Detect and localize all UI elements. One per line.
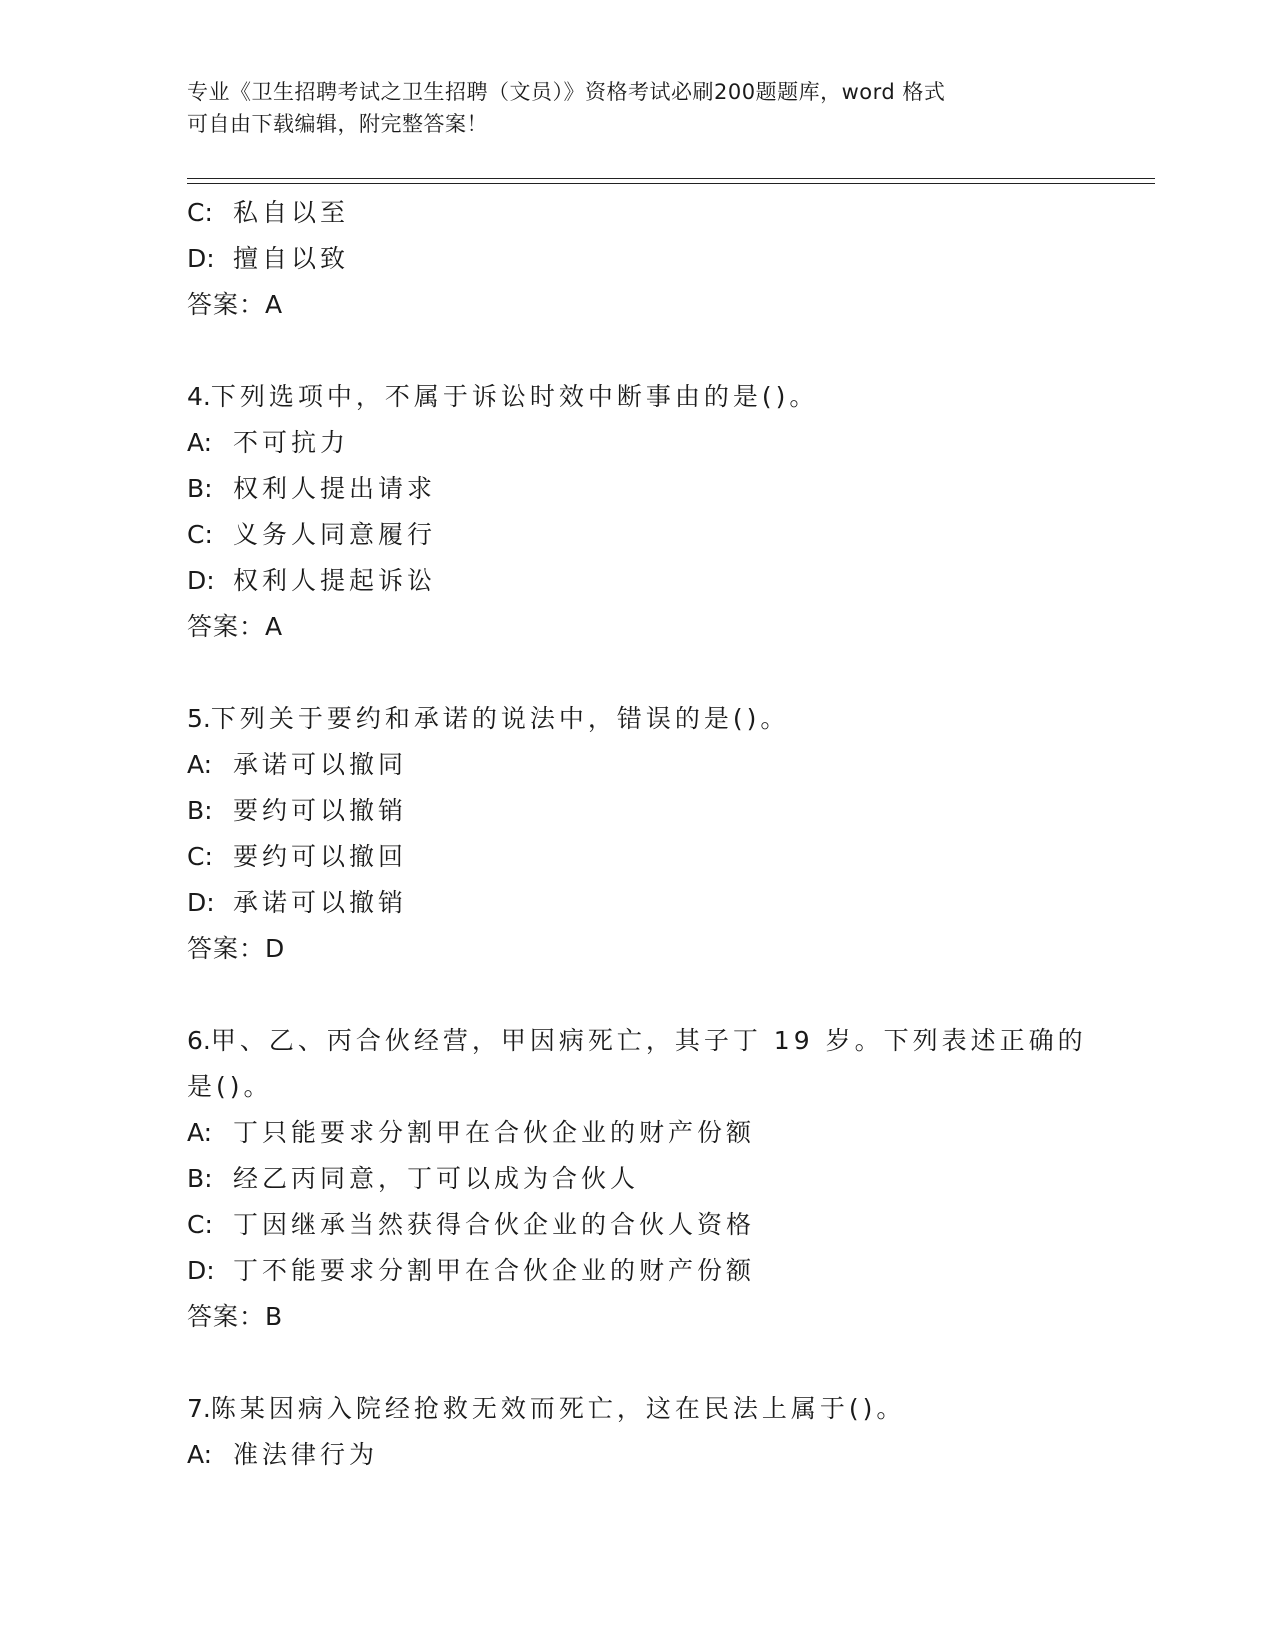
- header-line-1: 专业《卫生招聘考试之卫生招聘（文员）》资格考试必刷200题题库，word 格式: [187, 80, 946, 104]
- question-stem: [187, 1018, 1107, 1064]
- option-b: [187, 1156, 1107, 1202]
- question-7: [187, 1386, 1107, 1478]
- answer-value: D: [265, 934, 286, 963]
- question-number: 5.: [187, 704, 211, 733]
- option-letter: B:: [187, 1164, 213, 1193]
- option-letter: D:: [187, 888, 215, 917]
- option-c: [187, 512, 1107, 558]
- option-letter: B:: [187, 474, 213, 503]
- question-spacer: [187, 328, 1107, 374]
- question-number: 4.: [187, 382, 211, 411]
- answer-label: 答案：: [187, 1302, 266, 1331]
- answer-line: [187, 604, 1107, 650]
- option-letter: D:: [187, 566, 215, 595]
- answer-label: 答案：: [187, 612, 266, 641]
- question-5: [187, 696, 1107, 972]
- header-divider-top: [187, 178, 1155, 179]
- answer-line: [187, 1294, 1107, 1340]
- option-c: [187, 834, 1107, 880]
- header-divider-bottom: [187, 183, 1155, 184]
- option-letter: B:: [187, 796, 213, 825]
- option-a: [187, 1110, 1107, 1156]
- question-spacer: [187, 650, 1107, 696]
- header-line-2: 可自由下载编辑，附完整答案！: [187, 112, 488, 136]
- option-text: 私自以至: [233, 198, 350, 227]
- question-text: 下列选项中，不属于诉讼时效中断事由的是()。: [210, 382, 819, 411]
- option-a: [187, 420, 1107, 466]
- option-text: 准法律行为: [233, 1440, 379, 1469]
- option-text: 承诺可以撤同: [233, 750, 408, 779]
- option-a: [187, 1432, 1107, 1478]
- option-letter: A:: [187, 750, 213, 779]
- question-6: [187, 1018, 1107, 1340]
- question-text: 甲、乙、丙合伙经营，甲因病死亡，其子丁 19 岁。下列表述正确的: [210, 1026, 1087, 1055]
- option-text: 丁不能要求分割甲在合伙企业的财产份额: [233, 1256, 756, 1285]
- answer-value: A: [265, 612, 284, 641]
- question-stem-continued: [187, 1064, 1107, 1110]
- question-4: [187, 374, 1107, 650]
- answer-value: A: [265, 290, 284, 319]
- document-header: [187, 76, 1087, 140]
- option-d: [187, 880, 1107, 926]
- question-spacer: [187, 1340, 1107, 1386]
- question-number: 7.: [187, 1394, 211, 1423]
- option-text: 不可抗力: [233, 428, 350, 457]
- option-letter: C:: [187, 520, 213, 549]
- answer-line: [187, 282, 1107, 328]
- option-text: 丁只能要求分割甲在合伙企业的财产份额: [233, 1118, 756, 1147]
- option-text: 权利人提起诉讼: [233, 566, 437, 595]
- option-text: 要约可以撤回: [233, 842, 408, 871]
- option-a: [187, 742, 1107, 788]
- option-d: [187, 1248, 1107, 1294]
- option-letter: C:: [187, 842, 213, 871]
- prev-question: [187, 190, 1107, 328]
- question-number: 6.: [187, 1026, 211, 1055]
- answer-label: 答案：: [187, 934, 266, 963]
- option-letter: A:: [187, 1118, 213, 1147]
- option-text: 丁因继承当然获得合伙企业的合伙人资格: [233, 1210, 756, 1239]
- option-text: 权利人提出请求: [233, 474, 437, 503]
- option-text: 擅自以致: [233, 244, 350, 273]
- option-text: 义务人同意履行: [233, 520, 437, 549]
- question-text: 是()。: [187, 1072, 273, 1101]
- option-letter: A:: [187, 428, 213, 457]
- option-letter: D:: [187, 1256, 215, 1285]
- option-c: [187, 1202, 1107, 1248]
- option-b: [187, 466, 1107, 512]
- answer-label: 答案：: [187, 290, 266, 319]
- question-text: 陈某因病入院经抢救无效而死亡，这在民法上属于()。: [210, 1394, 906, 1423]
- option-letter: C:: [187, 1210, 213, 1239]
- question-list: [187, 190, 1107, 1478]
- question-stem: [187, 374, 1107, 420]
- question-stem: [187, 696, 1107, 742]
- option-text: 经乙丙同意，丁可以成为合伙人: [233, 1164, 640, 1193]
- option-d: [187, 236, 1107, 282]
- question-text: 下列关于要约和承诺的说法中，错误的是()。: [210, 704, 790, 733]
- option-c: [187, 190, 1107, 236]
- option-text: 承诺可以撤销: [233, 888, 408, 917]
- question-spacer: [187, 972, 1107, 1018]
- option-d: [187, 558, 1107, 604]
- question-stem: [187, 1386, 1107, 1432]
- option-letter: D:: [187, 244, 215, 273]
- option-letter: A:: [187, 1440, 213, 1469]
- option-text: 要约可以撤销: [233, 796, 408, 825]
- answer-line: [187, 926, 1107, 972]
- option-b: [187, 788, 1107, 834]
- option-letter: C:: [187, 198, 213, 227]
- answer-value: B: [265, 1302, 284, 1331]
